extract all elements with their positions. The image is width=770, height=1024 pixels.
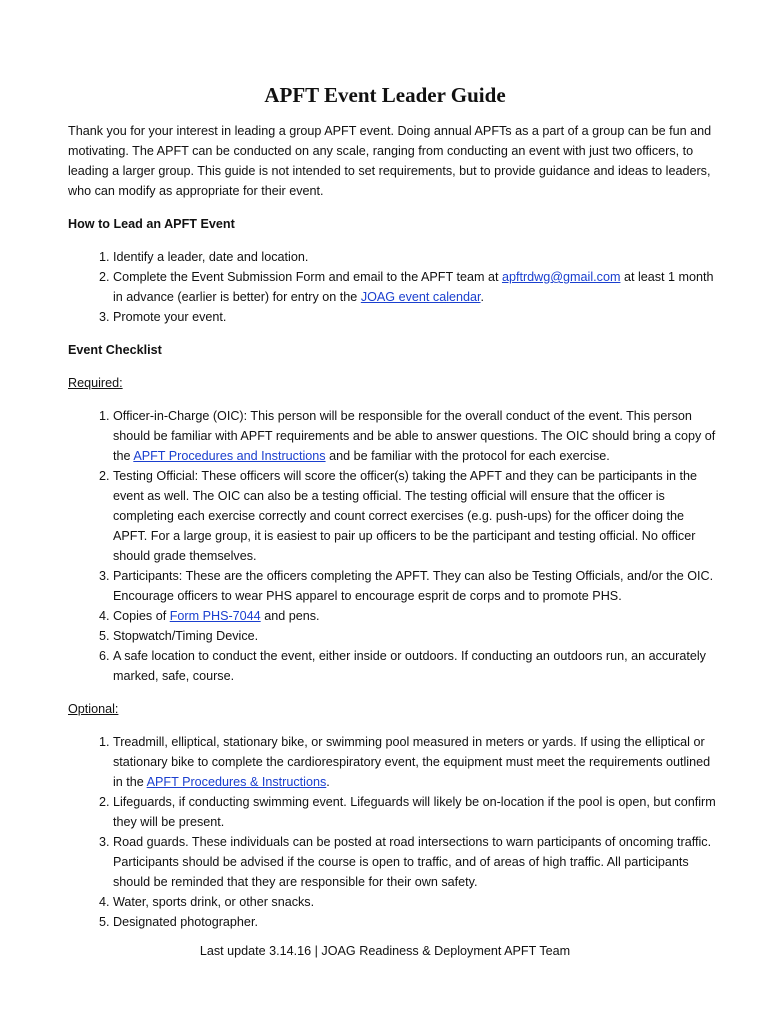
list-item bbox=[113, 247, 718, 267]
optional-list bbox=[68, 732, 718, 932]
list-item-text: and pens. bbox=[260, 609, 320, 623]
list-item bbox=[113, 466, 718, 566]
list-item-text: Road guards. These individuals can be posted at road intersections to warn participants of oncoming traffic. Participants should be advised if the course is open to traffic, and of areas of high traffic. All participants should be reminded that they are responsible for their own safety. bbox=[113, 835, 712, 889]
list-item bbox=[113, 646, 718, 686]
list-item bbox=[113, 792, 718, 832]
intro-paragraph: Thank you for your interest in leading a group APFT event. Doing annual APFTs as a part of a group can be fun and motivating. The APFT can be conducted on any scale, ranging from conducting an event with just two officers, to leading a larger group. This guide is not intended to set requirements, but to provide guidance and ideas to leaders, who can modify as appropriate for their event. bbox=[68, 124, 712, 198]
list-item bbox=[113, 912, 718, 932]
apft-procedures-link[interactable]: APFT Procedures and Instructions bbox=[133, 449, 326, 463]
list-item-text: at least 1 month in advance (earlier is better) for entry on the bbox=[113, 270, 714, 304]
list-item-text: Lifeguards, if conducting swimming event. Lifeguards will likely be on-location if the pool is open, but confirm they will be present. bbox=[113, 795, 716, 829]
how-to-list bbox=[68, 247, 718, 327]
list-item-text: Copies of bbox=[113, 609, 170, 623]
form-phs-7044-link[interactable]: Form PHS-7044 bbox=[169, 609, 261, 623]
optional-label: Optional: bbox=[68, 702, 119, 716]
email-link[interactable]: apftrdwg@gmail.com bbox=[501, 270, 621, 284]
list-item bbox=[113, 626, 718, 646]
list-item-text: Officer-in-Charge (OIC): This person will be responsible for the overall conduct of the event. This person should be familiar with APFT requirements and be able to answer questions. The OIC should bring a copy of the bbox=[113, 409, 716, 463]
list-item-text: Water, sports drink, or other snacks. bbox=[113, 895, 315, 909]
list-item-text: Identify a leader, date and location. bbox=[113, 250, 309, 264]
page-footer: Last update 3.14.16 | JOAG Readiness & Deployment APFT Team bbox=[199, 944, 571, 958]
checklist-heading: Event Checklist bbox=[68, 343, 162, 357]
required-label: Required: bbox=[68, 376, 123, 390]
list-item-text: A safe location to conduct the event, either inside or outdoors. If conducting an outdoors run, an accurately marked, safe, course. bbox=[113, 649, 706, 683]
list-item-text: Promote your event. bbox=[113, 310, 227, 324]
list-item bbox=[113, 406, 718, 466]
document-body bbox=[68, 121, 718, 945]
event-calendar-link[interactable]: JOAG event calendar bbox=[360, 290, 481, 304]
list-item-text: and be familiar with the protocol for each exercise. bbox=[325, 449, 610, 463]
list-item-text: Participants: These are the officers completing the APFT. They can also be Testing Officials, and/or the OIC. Encourage officers to wear PHS apparel to encourage esprit de corps and to promote PHS. bbox=[113, 569, 714, 603]
list-item-text: Designated photographer. bbox=[113, 915, 258, 929]
list-item-text: Complete the Event Submission Form and email to the APFT team at bbox=[113, 270, 502, 284]
list-item bbox=[113, 267, 718, 307]
apft-procedures-instructions-link[interactable]: APFT Procedures & Instructions bbox=[146, 775, 327, 789]
list-item-text: Stopwatch/Timing Device. bbox=[113, 629, 259, 643]
list-item-text: . bbox=[326, 775, 330, 789]
required-list bbox=[68, 406, 718, 686]
list-item bbox=[113, 606, 718, 626]
list-item bbox=[113, 832, 718, 892]
how-to-heading: How to Lead an APFT Event bbox=[68, 217, 235, 231]
list-item-text: Testing Official: These officers will score the officer(s) taking the APFT and they can be participants in the event as well. The OIC can also be a testing official. The testing official will ensure that the officer is completing each exercise correctly and count correct exercises (e.g. push-ups) for the officer doing the APFT. For a large group, it is easiest to pair up officers to be the participant and testing official. No officer should grade themselves. bbox=[113, 469, 698, 563]
list-item bbox=[113, 566, 718, 606]
list-item bbox=[113, 892, 718, 912]
document-title: APFT Event Leader Guide bbox=[264, 83, 506, 107]
list-item bbox=[113, 732, 718, 792]
list-item bbox=[113, 307, 718, 327]
list-item-text: . bbox=[480, 290, 485, 304]
list-item-text: Treadmill, elliptical, stationary bike, or swimming pool measured in meters or yards. If using the elliptical or stationary bike to complete the cardiorespiratory event, the equipment must meet the requirements outlined in the bbox=[113, 735, 711, 789]
